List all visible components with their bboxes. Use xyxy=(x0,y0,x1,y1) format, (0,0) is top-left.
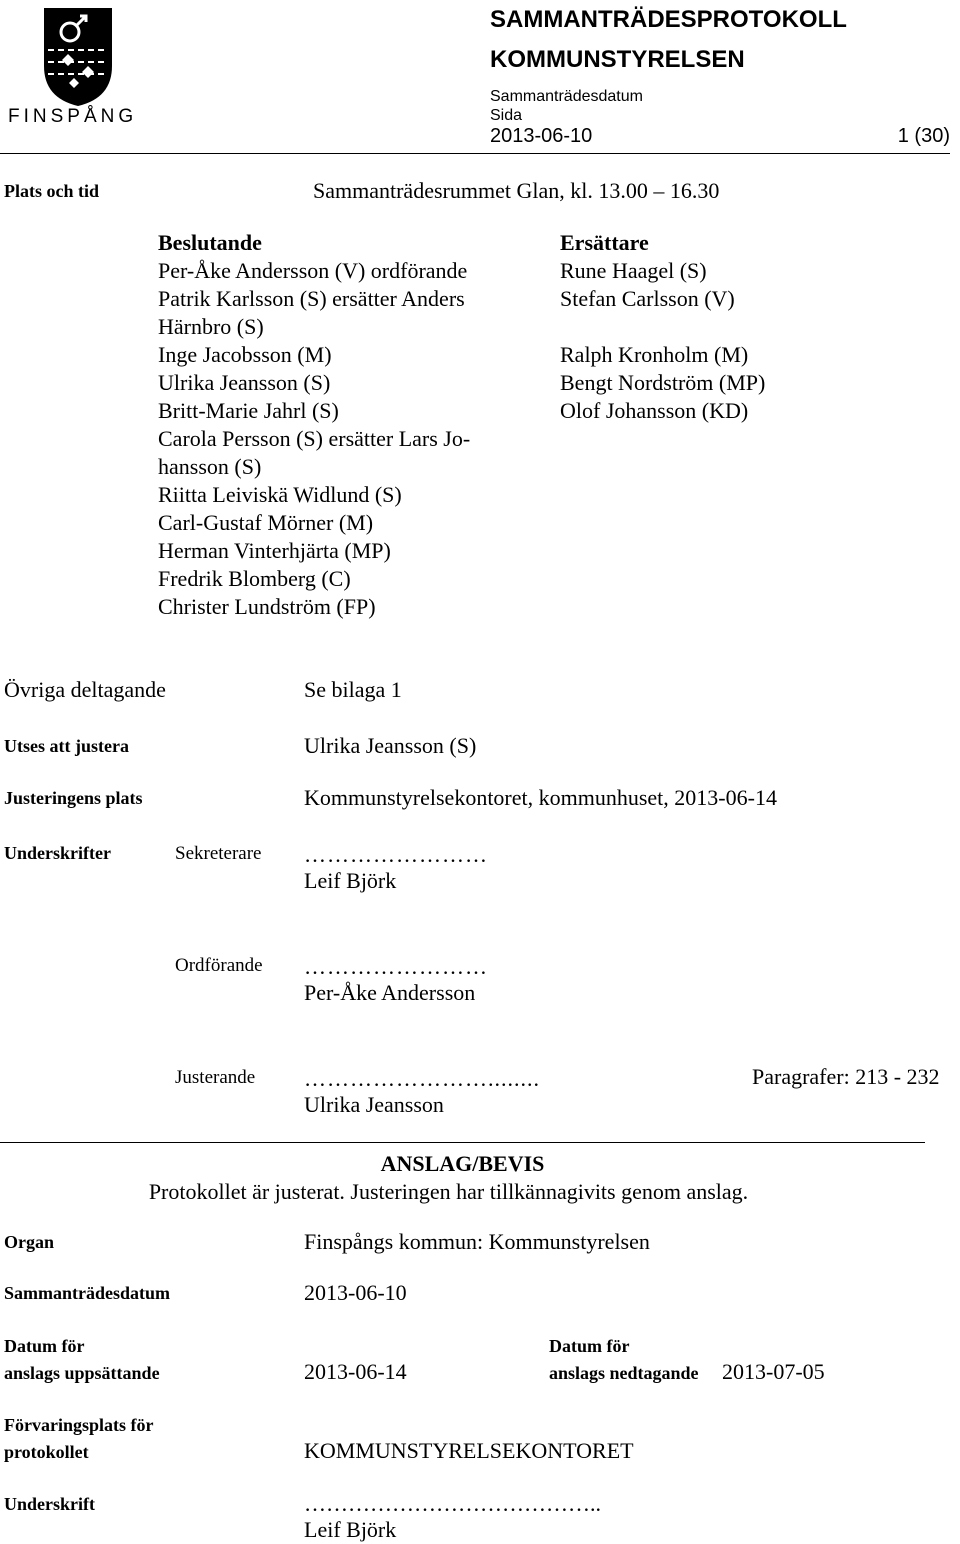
decision-makers-heading: Beslutande xyxy=(158,230,262,255)
signature-line: ………………………………….. xyxy=(304,1491,601,1516)
list-item: Carola Persson (S) ersätter Lars Jo- xyxy=(158,426,471,451)
other-participants-label: Övriga deltagande xyxy=(4,677,166,702)
page-label: Sida xyxy=(490,107,523,124)
committee-title: KOMMUNSTYRELSEN xyxy=(490,46,745,73)
paragraphs-range: Paragrafer: 213 - 232 xyxy=(752,1064,940,1089)
adjuster-signature-line: ……………………........ xyxy=(304,1066,540,1091)
meeting-date-label: Sammanträdesdatum xyxy=(490,88,643,105)
secretary-name: Leif Björk xyxy=(304,868,397,893)
chair-signature-line: …………………… xyxy=(304,954,488,979)
list-item: Stefan Carlsson (V) xyxy=(560,286,735,311)
secretary-label: Sekreterare xyxy=(175,843,262,864)
posted-date-label-line1: Datum för xyxy=(4,1336,85,1356)
signature-name: Leif Björk xyxy=(304,1517,397,1542)
place-time-label: Plats och tid xyxy=(4,181,100,201)
list-item: Christer Lundström (FP) xyxy=(158,594,376,619)
storage-label-line1: Förvaringsplats för xyxy=(4,1415,154,1435)
list-item: hansson (S) xyxy=(158,454,262,479)
removed-date-label-line1: Datum för xyxy=(549,1336,630,1356)
adjuster-name: Ulrika Jeansson xyxy=(304,1092,444,1117)
list-spacer xyxy=(560,313,765,341)
list-item: Ulrika Jeansson (S) xyxy=(158,370,331,395)
posted-date-label-line2: anslags uppsättande xyxy=(4,1363,160,1383)
list-item: Carl-Gustaf Mörner (M) xyxy=(158,510,374,535)
list-item: Inge Jacobsson (M) xyxy=(158,342,332,367)
notice-heading: ANSLAG/BEVIS xyxy=(380,1151,545,1176)
list-item: Patrik Karlsson (S) ersätter Anders xyxy=(158,286,465,311)
notice-meeting-date-label: Sammanträdesdatum xyxy=(4,1283,171,1303)
notice-text: Protokollet är justerat. Justeringen har tillkännagivits genom anslag. xyxy=(148,1179,749,1204)
adjuster-signature-label: Justerande xyxy=(175,1067,256,1088)
list-item: Britt-Marie Jahrl (S) xyxy=(158,398,339,423)
logo-wordmark: FINSPÅNG xyxy=(8,106,138,127)
adjustment-place-value: Kommunstyrelsekontoret, kommunhuset, 2013-06-14 xyxy=(304,785,777,810)
organ-label: Organ xyxy=(4,1232,55,1252)
secretary-signature-line: …………………… xyxy=(304,842,488,867)
adjuster-value: Ulrika Jeansson (S) xyxy=(304,733,477,758)
finspang-logo xyxy=(8,6,148,130)
storage-value: KOMMUNSTYRELSEKONTORET xyxy=(304,1438,634,1463)
posted-date-value: 2013-06-14 xyxy=(304,1359,407,1384)
storage-label-line2: protokollet xyxy=(4,1442,89,1462)
decision-makers-list xyxy=(158,229,470,621)
adjustment-place-label: Justeringens plats xyxy=(4,788,143,808)
list-item: Herman Vinterhjärta (MP) xyxy=(158,538,391,563)
place-time-value: Sammanträdesrummet Glan, kl. 13.00 – 16.30 xyxy=(313,178,720,203)
list-item: Fredrik Blomberg (C) xyxy=(158,566,351,591)
list-item: Rune Haagel (S) xyxy=(560,258,707,283)
header-divider xyxy=(0,153,950,154)
adjuster-label: Utses att justera xyxy=(4,736,129,756)
list-item: Ralph Kronholm (M) xyxy=(560,342,749,367)
document-title: SAMMANTRÄDESPROTOKOLL xyxy=(490,6,847,33)
page-number: 1 (30) xyxy=(897,125,950,147)
list-item: Olof Johansson (KD) xyxy=(560,398,749,423)
chair-label: Ordförande xyxy=(175,955,263,976)
other-participants-value: Se bilaga 1 xyxy=(304,677,402,702)
list-item: Riitta Leiviskä Widlund (S) xyxy=(158,482,402,507)
chair-name: Per-Åke Andersson xyxy=(304,980,476,1005)
list-item: Härnbro (S) xyxy=(158,314,264,339)
list-item: Bengt Nordström (MP) xyxy=(560,370,766,395)
meeting-date: 2013-06-10 xyxy=(490,125,593,147)
removed-date-value: 2013-07-05 xyxy=(722,1359,825,1384)
organ-value: Finspångs kommun: Kommunstyrelsen xyxy=(304,1229,650,1254)
signatures-label: Underskrifter xyxy=(4,843,111,863)
notice-divider xyxy=(0,1142,925,1143)
substitutes-heading: Ersättare xyxy=(560,230,649,255)
signature-label: Underskrift xyxy=(4,1494,95,1514)
notice-meeting-date-value: 2013-06-10 xyxy=(304,1280,407,1305)
list-item: Per-Åke Andersson (V) ordförande xyxy=(158,258,468,283)
substitutes-list xyxy=(560,229,765,425)
removed-date-label-line2: anslags nedtagande xyxy=(549,1363,699,1383)
